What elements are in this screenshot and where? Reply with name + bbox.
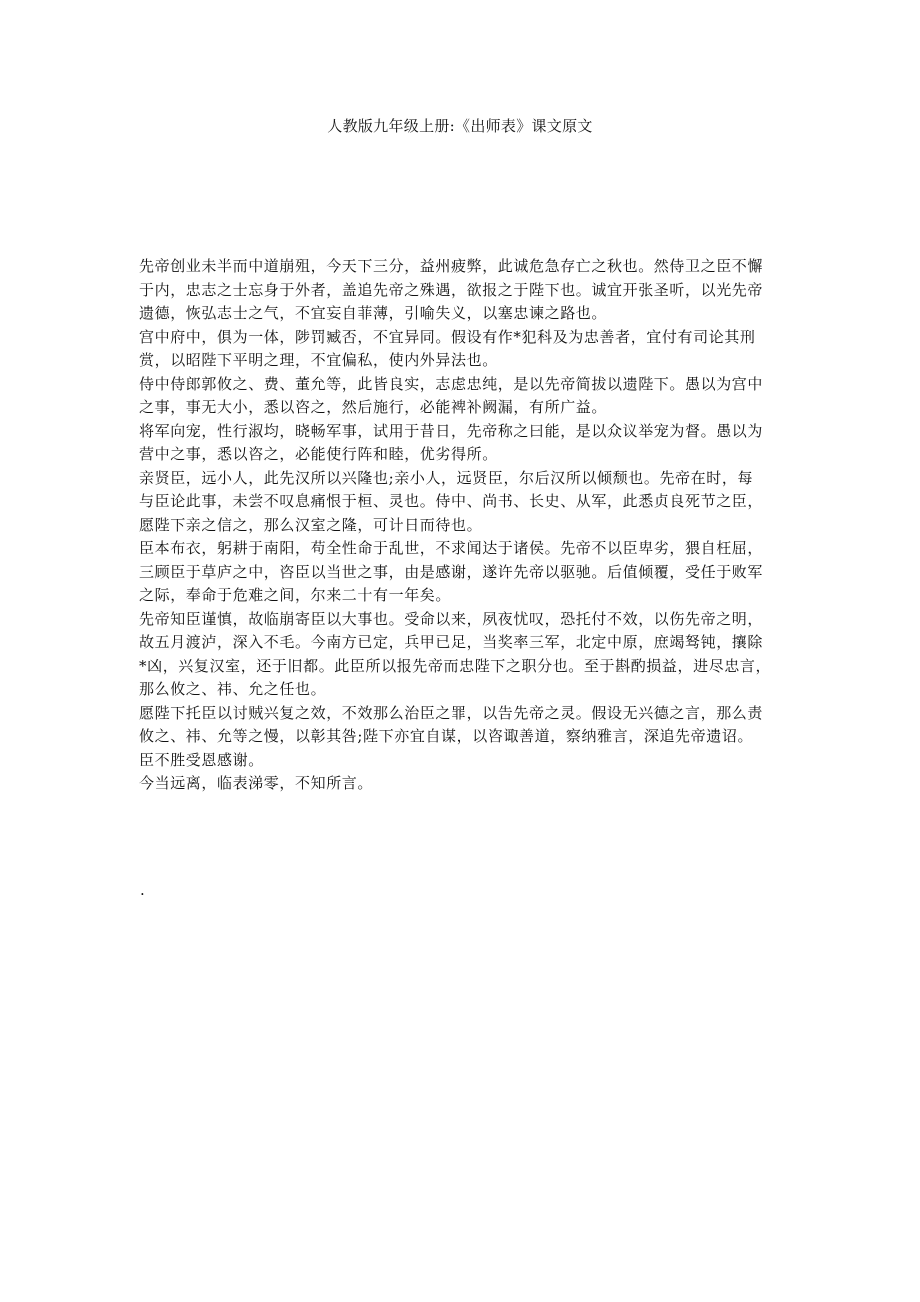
text-line: 侍中侍郎郭攸之、费、董允等，此皆良实，志虑忠纯，是以先帝简拔以遗陛下。愚以为宫中 (139, 374, 764, 393)
paragraph-6 (139, 537, 794, 608)
text-line: 今当远离，临表涕零，不知所言。 (139, 774, 374, 792)
text-line: 那么攸之、祎、允之任也。 (139, 680, 327, 698)
paragraph-5 (139, 467, 794, 538)
text-line: 先帝创业未半而中道崩殂，今天下三分，益州疲弊，此诚危急存亡之秋也。然侍卫之臣不懈 (139, 257, 764, 275)
text-line: 之际，奉命于危难之间，尔来二十有一年矣。 (139, 586, 452, 604)
text-line: *凶，兴复汉室，还于旧都。此臣所以报先帝而忠陛下之职分也。至于斟酌损益，进尽忠言， (139, 656, 772, 675)
trailing-mark: . (140, 881, 145, 899)
text-line: 之事，事无大小，悉以咨之，然后施行，必能裨补阙漏，有所广益。 (139, 398, 608, 416)
text-line: 与臣论此事，未尝不叹息痛恨于桓、灵也。侍中、尚书、长史、从军，此悉贞良死节之臣， (139, 492, 764, 510)
text-line: 遗德，恢弘志士之气，不宜妄自菲薄，引喻失义，以塞忠谏之路也。 (139, 304, 608, 322)
text-line: 赏，以昭陛下平明之理，不宜偏私，使内外异法也。 (139, 351, 498, 369)
paragraph-1 (139, 255, 794, 326)
paragraph-4 (139, 420, 794, 467)
text-line: 攸之、祎、允等之慢，以彰其咎;陛下亦宜自谋，以咨诹善道，察纳雅言，深追先帝遗诏。 (139, 727, 754, 745)
document-title: 人教版九年级上册:《出师表》课文原文 (327, 117, 593, 135)
paragraph-8 (139, 702, 794, 773)
paragraph-3 (139, 373, 794, 420)
text-line: 将军向宠，性行淑均，晓畅军事，试用于昔日，先帝称之曰能，是以众议举宠为督。愚以为 (139, 421, 764, 440)
text-line: 先帝知臣谨慎，故临崩寄臣以大事也。受命以来，夙夜忧叹，恐托付不效，以伤先帝之明， (139, 609, 764, 628)
paragraph-9 (139, 772, 794, 796)
text-line: 营中之事，悉以咨之，必能使行阵和睦，优劣得所。 (139, 445, 498, 463)
text-line: 宫中府中，俱为一体，陟罚臧否，不宜异同。假设有作*犯科及为忠善者，宜付有司论其刑 (139, 327, 756, 346)
text-line: 愿陛下亲之信之，那么汉室之隆，可计日而待也。 (139, 515, 483, 534)
paragraph-7 (139, 608, 794, 702)
paragraph-2 (139, 326, 794, 373)
text-line: 故五月渡泸，深入不毛。今南方已定，兵甲已足，当奖率三军，北定中原，庶竭驽钝，攘除 (139, 633, 764, 651)
text-line: 臣本布衣，躬耕于南阳，苟全性命于乱世，不求闻达于诸侯。先帝不以臣卑劣，猥自枉屈， (139, 539, 764, 557)
text-line: 愿陛下托臣以讨贼兴复之效，不效那么治臣之罪，以告先帝之灵。假设无兴德之言，那么责 (139, 703, 764, 722)
text-line: 于内，忠志之士忘身于外者，盖追先帝之殊遇，欲报之于陛下也。诚宜开张圣听，以光先帝 (139, 280, 764, 299)
document-body (139, 255, 794, 796)
text-line: 亲贤臣，远小人，此先汉所以兴隆也;亲小人，远贤臣，尔后汉所以倾颓也。先帝在时，每 (139, 468, 754, 487)
text-line: 三顾臣于草庐之中，咨臣以当世之事，由是感谢，遂许先帝以驱驰。后值倾覆，受任于败军 (139, 562, 764, 581)
text-line: 臣不胜受恩感谢。 (139, 750, 264, 769)
